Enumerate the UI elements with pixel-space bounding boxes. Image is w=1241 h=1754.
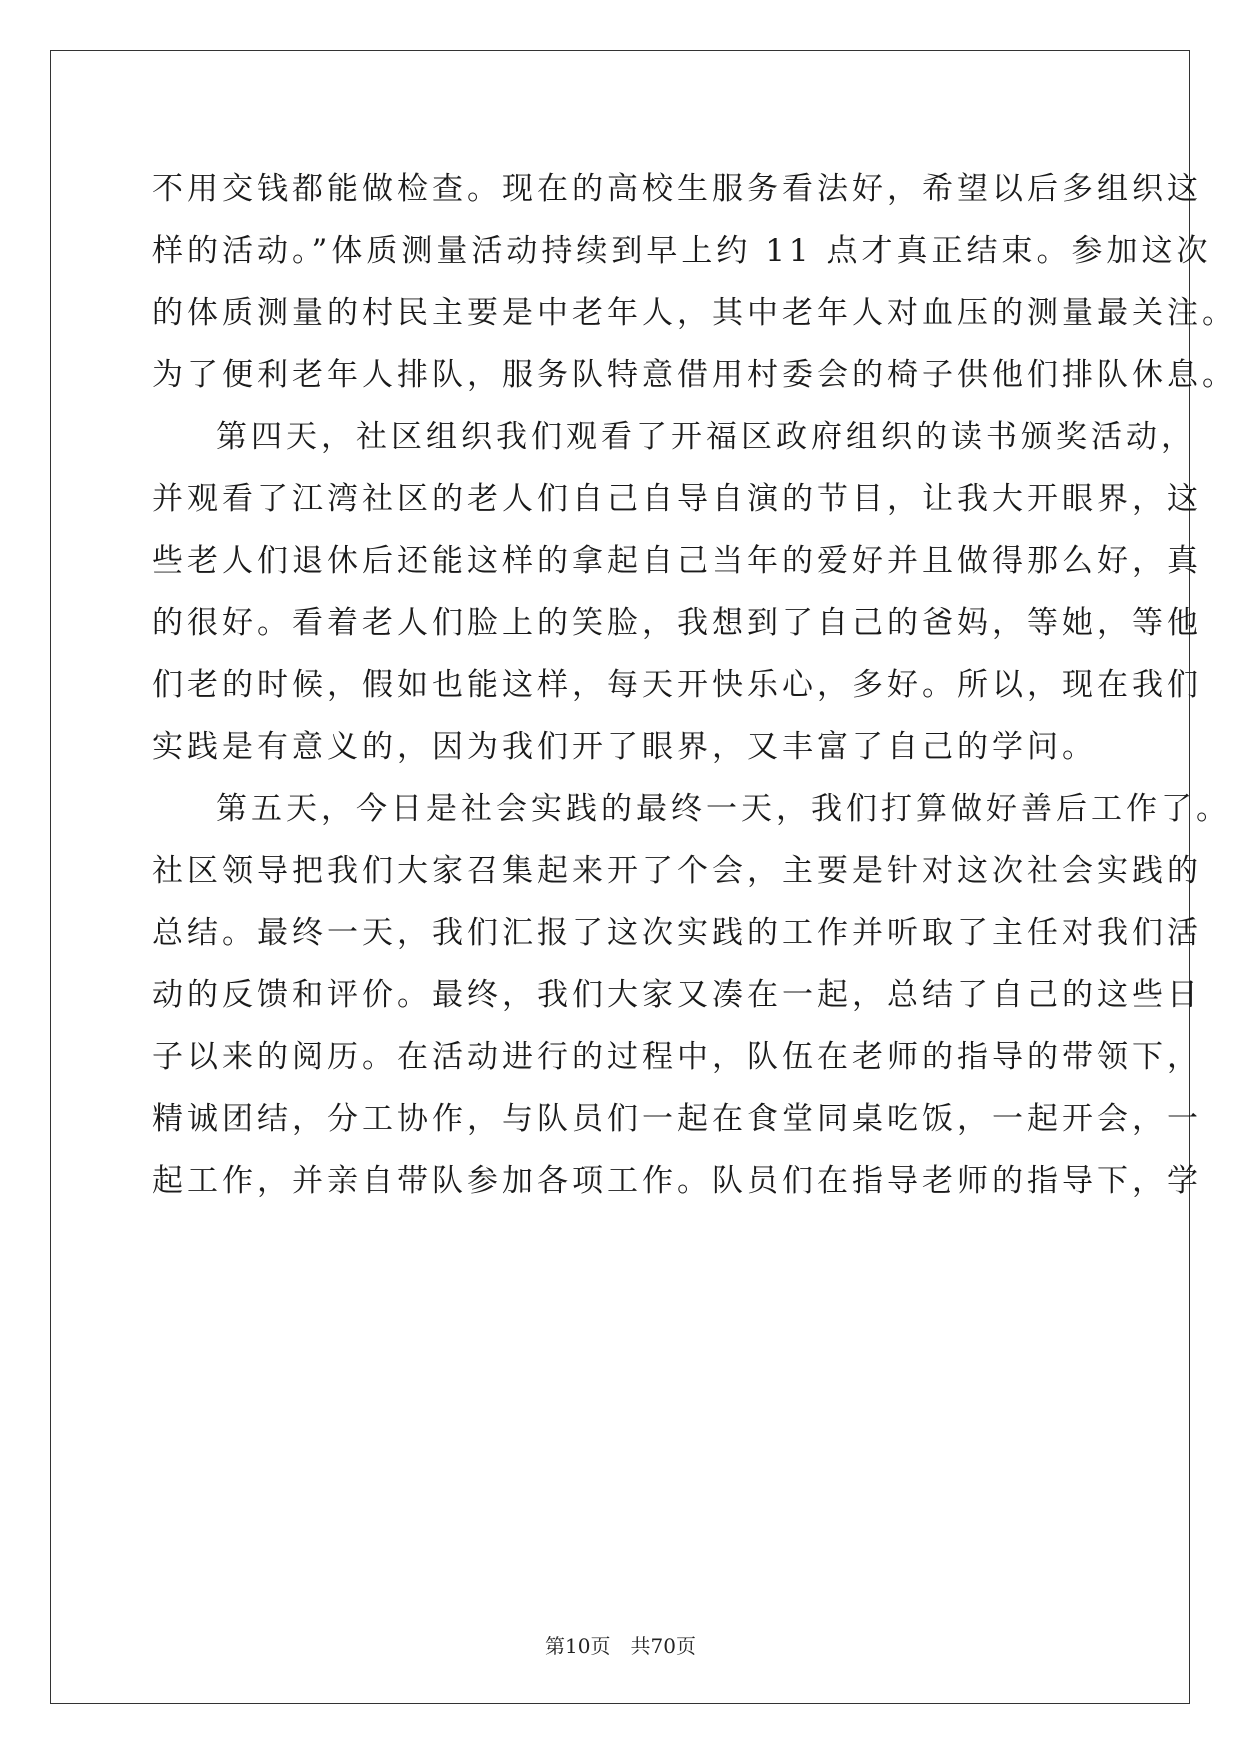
text-line: 精诚团结，分工协作，与队员们一起在食堂同桌吃饭，一起开会，一 — [152, 1101, 1202, 1137]
text-line: 的很好。看着老人们脸上的笑脸，我想到了自己的爸妈，等她，等他 — [152, 605, 1202, 641]
text-line: 为了便利老年人排队，服务队特意借用村委会的椅子供他们排队休息。 — [152, 357, 1237, 393]
paragraph-start-line: 第五天，今日是社会实践的最终一天，我们打算做好善后工作了。 — [216, 791, 1231, 827]
text-line: 总结。最终一天，我们汇报了这次实践的工作并听取了主任对我们活 — [152, 915, 1202, 951]
text-line: 些老人们退休后还能这样的拿起自己当年的爱好并且做得那么好，真 — [152, 543, 1202, 579]
text-line: 不用交钱都能做检查。现在的高校生服务看法好，希望以后多组织这 — [152, 171, 1202, 207]
text-line: 起工作，并亲自带队参加各项工作。队员们在指导老师的指导下，学 — [152, 1163, 1202, 1199]
text-line: 样的活动。”体质测量活动持续到早上约 11 点才真正结束。参加这次 — [152, 233, 1212, 269]
text-line: 社区领导把我们大家召集起来开了个会，主要是针对这次社会实践的 — [152, 853, 1202, 889]
text-line: 动的反馈和评价。最终，我们大家又凑在一起，总结了自己的这些日 — [152, 977, 1202, 1013]
body-text — [152, 158, 1237, 1212]
text-line: 们老的时候，假如也能这样，每天开快乐心，多好。所以，现在我们 — [152, 667, 1202, 703]
text-line: 并观看了江湾社区的老人们自己自导自演的节目，让我大开眼界，这 — [152, 481, 1202, 517]
text-line: 的体质测量的村民主要是中老年人，其中老年人对血压的测量最关注。 — [152, 295, 1237, 331]
text-line: 子以来的阅历。在活动进行的过程中，队伍在老师的指导的带领下， — [152, 1039, 1202, 1075]
page-footer: 第10页 共70页 — [545, 1634, 696, 1658]
paragraph-start-line: 第四天，社区组织我们观看了开福区政府组织的读书颁奖活动， — [216, 419, 1196, 455]
text-line: 实践是有意义的，因为我们开了眼界，又丰富了自己的学问。 — [152, 729, 1097, 765]
